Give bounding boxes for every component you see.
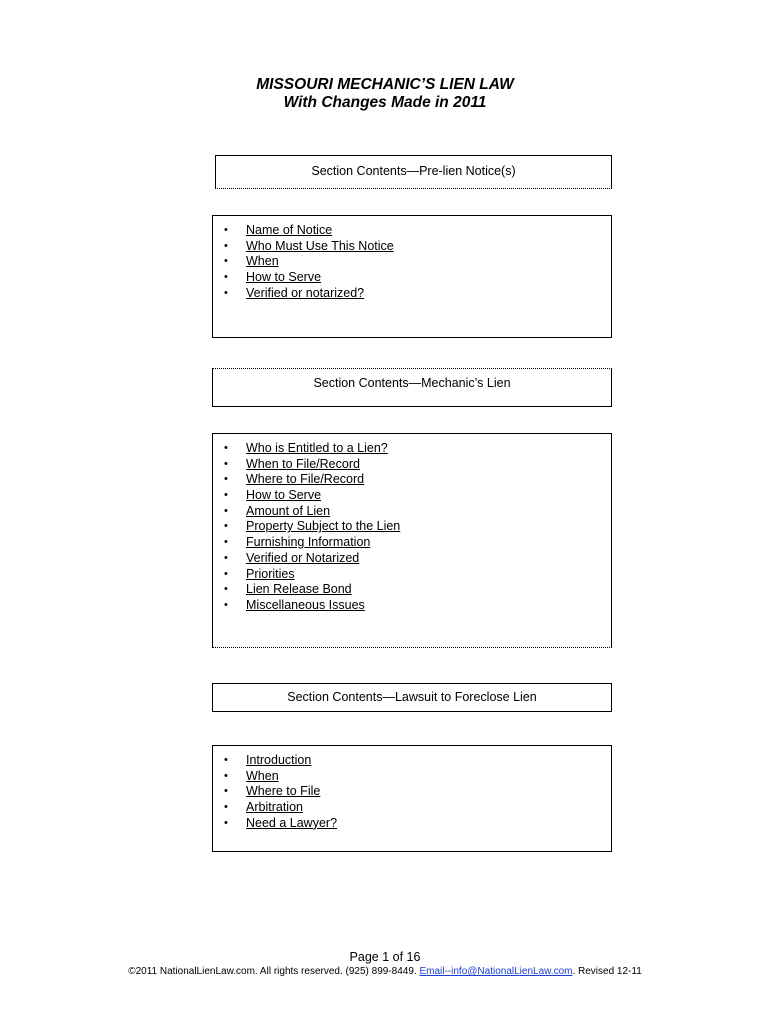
footer [0, 966, 770, 977]
list-item [213, 286, 611, 302]
list-item [213, 254, 611, 270]
toc-link[interactable]: Where to File/Record [246, 472, 365, 487]
toc-link[interactable]: Furnishing Information [246, 535, 371, 550]
toc-link[interactable]: When to File/Record [246, 456, 360, 471]
toc-link[interactable]: Property Subject to the Lien [246, 519, 401, 534]
list-item [213, 457, 611, 473]
bullet-icon: • [224, 239, 228, 252]
list-item [213, 582, 611, 598]
toc-link[interactable]: Name of Notice [246, 223, 333, 237]
list-item [213, 239, 611, 255]
revised-text: . Revised 12-11 [572, 966, 642, 977]
bullet-icon: • [224, 457, 228, 470]
bullet-icon: • [224, 551, 228, 564]
section-list-lawsuit [212, 745, 612, 852]
toc-link[interactable]: Verified or Notarized [246, 550, 360, 565]
bullet-icon: • [224, 255, 228, 268]
toc-link[interactable]: Verified or notarized? [246, 285, 365, 300]
section-header-label: Section Contents—Mechanic’s Lien [313, 376, 511, 390]
bullet-icon: • [224, 520, 228, 533]
section-header-prelien [215, 155, 612, 189]
list-item [213, 784, 611, 800]
toc-link[interactable]: Where to File [246, 784, 321, 799]
bullet-icon: • [224, 754, 228, 766]
section-list-prelien [212, 215, 612, 338]
toc-link[interactable]: Who is Entitled to a Lien? [246, 441, 388, 455]
list-item [213, 753, 611, 769]
bullet-icon: • [224, 769, 228, 782]
bullet-icon: • [224, 598, 228, 611]
list-item [213, 504, 611, 520]
section-header-label: Section Contents—Pre-lien Notice(s) [311, 164, 516, 178]
list-item [213, 535, 611, 551]
section-header-mechanics-lien [212, 368, 612, 407]
email-link[interactable]: Email--info@NationalLienLaw.com [419, 966, 573, 977]
toc-link[interactable]: Priorities [246, 566, 295, 581]
toc-link[interactable]: Miscellaneous Issues [246, 597, 365, 612]
bullet-icon: • [224, 801, 228, 814]
list-item [213, 816, 611, 832]
bullet-icon: • [224, 489, 228, 502]
list-item [213, 223, 611, 239]
bullet-icon: • [224, 785, 228, 798]
bullet-icon: • [224, 271, 228, 284]
toc-link[interactable]: When [246, 768, 279, 783]
section-header-lawsuit [212, 683, 612, 712]
copyright-text: ©2011 NationalLienLaw.com. All rights reserved. (925) 899-8449. [128, 966, 420, 977]
title-line-2: With Changes Made in 2011 [283, 94, 487, 111]
bullet-icon: • [224, 567, 228, 580]
bullet-icon: • [224, 473, 228, 486]
bullet-icon: • [224, 442, 228, 454]
bullet-icon: • [224, 816, 228, 829]
list-item [213, 488, 611, 504]
list-item [213, 472, 611, 488]
toc-link[interactable]: Amount of Lien [246, 503, 331, 518]
toc-link[interactable]: When [246, 254, 279, 269]
bullet-icon: • [224, 536, 228, 549]
list-item [213, 551, 611, 567]
section-list-mechanics-lien [212, 433, 612, 648]
toc-link[interactable]: Introduction [246, 753, 312, 767]
bullet-icon: • [224, 286, 228, 299]
bullet-icon: • [224, 224, 228, 236]
list-item [213, 598, 611, 614]
list-item [213, 800, 611, 816]
bullet-icon: • [224, 504, 228, 517]
toc-link[interactable]: Arbitration [246, 800, 303, 815]
section-header-label: Section Contents—Lawsuit to Foreclose Lien [287, 690, 537, 704]
toc-link[interactable]: Who Must Use This Notice [246, 238, 394, 253]
list-item [213, 441, 611, 457]
list-item [213, 769, 611, 785]
document-title [0, 76, 770, 112]
list-item [213, 519, 611, 535]
toc-link[interactable]: Need a Lawyer? [246, 815, 338, 830]
list-item [213, 567, 611, 583]
toc-link[interactable]: How to Serve [246, 488, 322, 503]
list-item [213, 270, 611, 286]
toc-link[interactable]: How to Serve [246, 270, 322, 285]
toc-link[interactable]: Lien Release Bond [246, 582, 352, 597]
title-line-1: MISSOURI MECHANIC’S LIEN LAW [256, 76, 514, 93]
bullet-icon: • [224, 583, 228, 596]
page-number: Page 1 of 16 [349, 950, 421, 964]
